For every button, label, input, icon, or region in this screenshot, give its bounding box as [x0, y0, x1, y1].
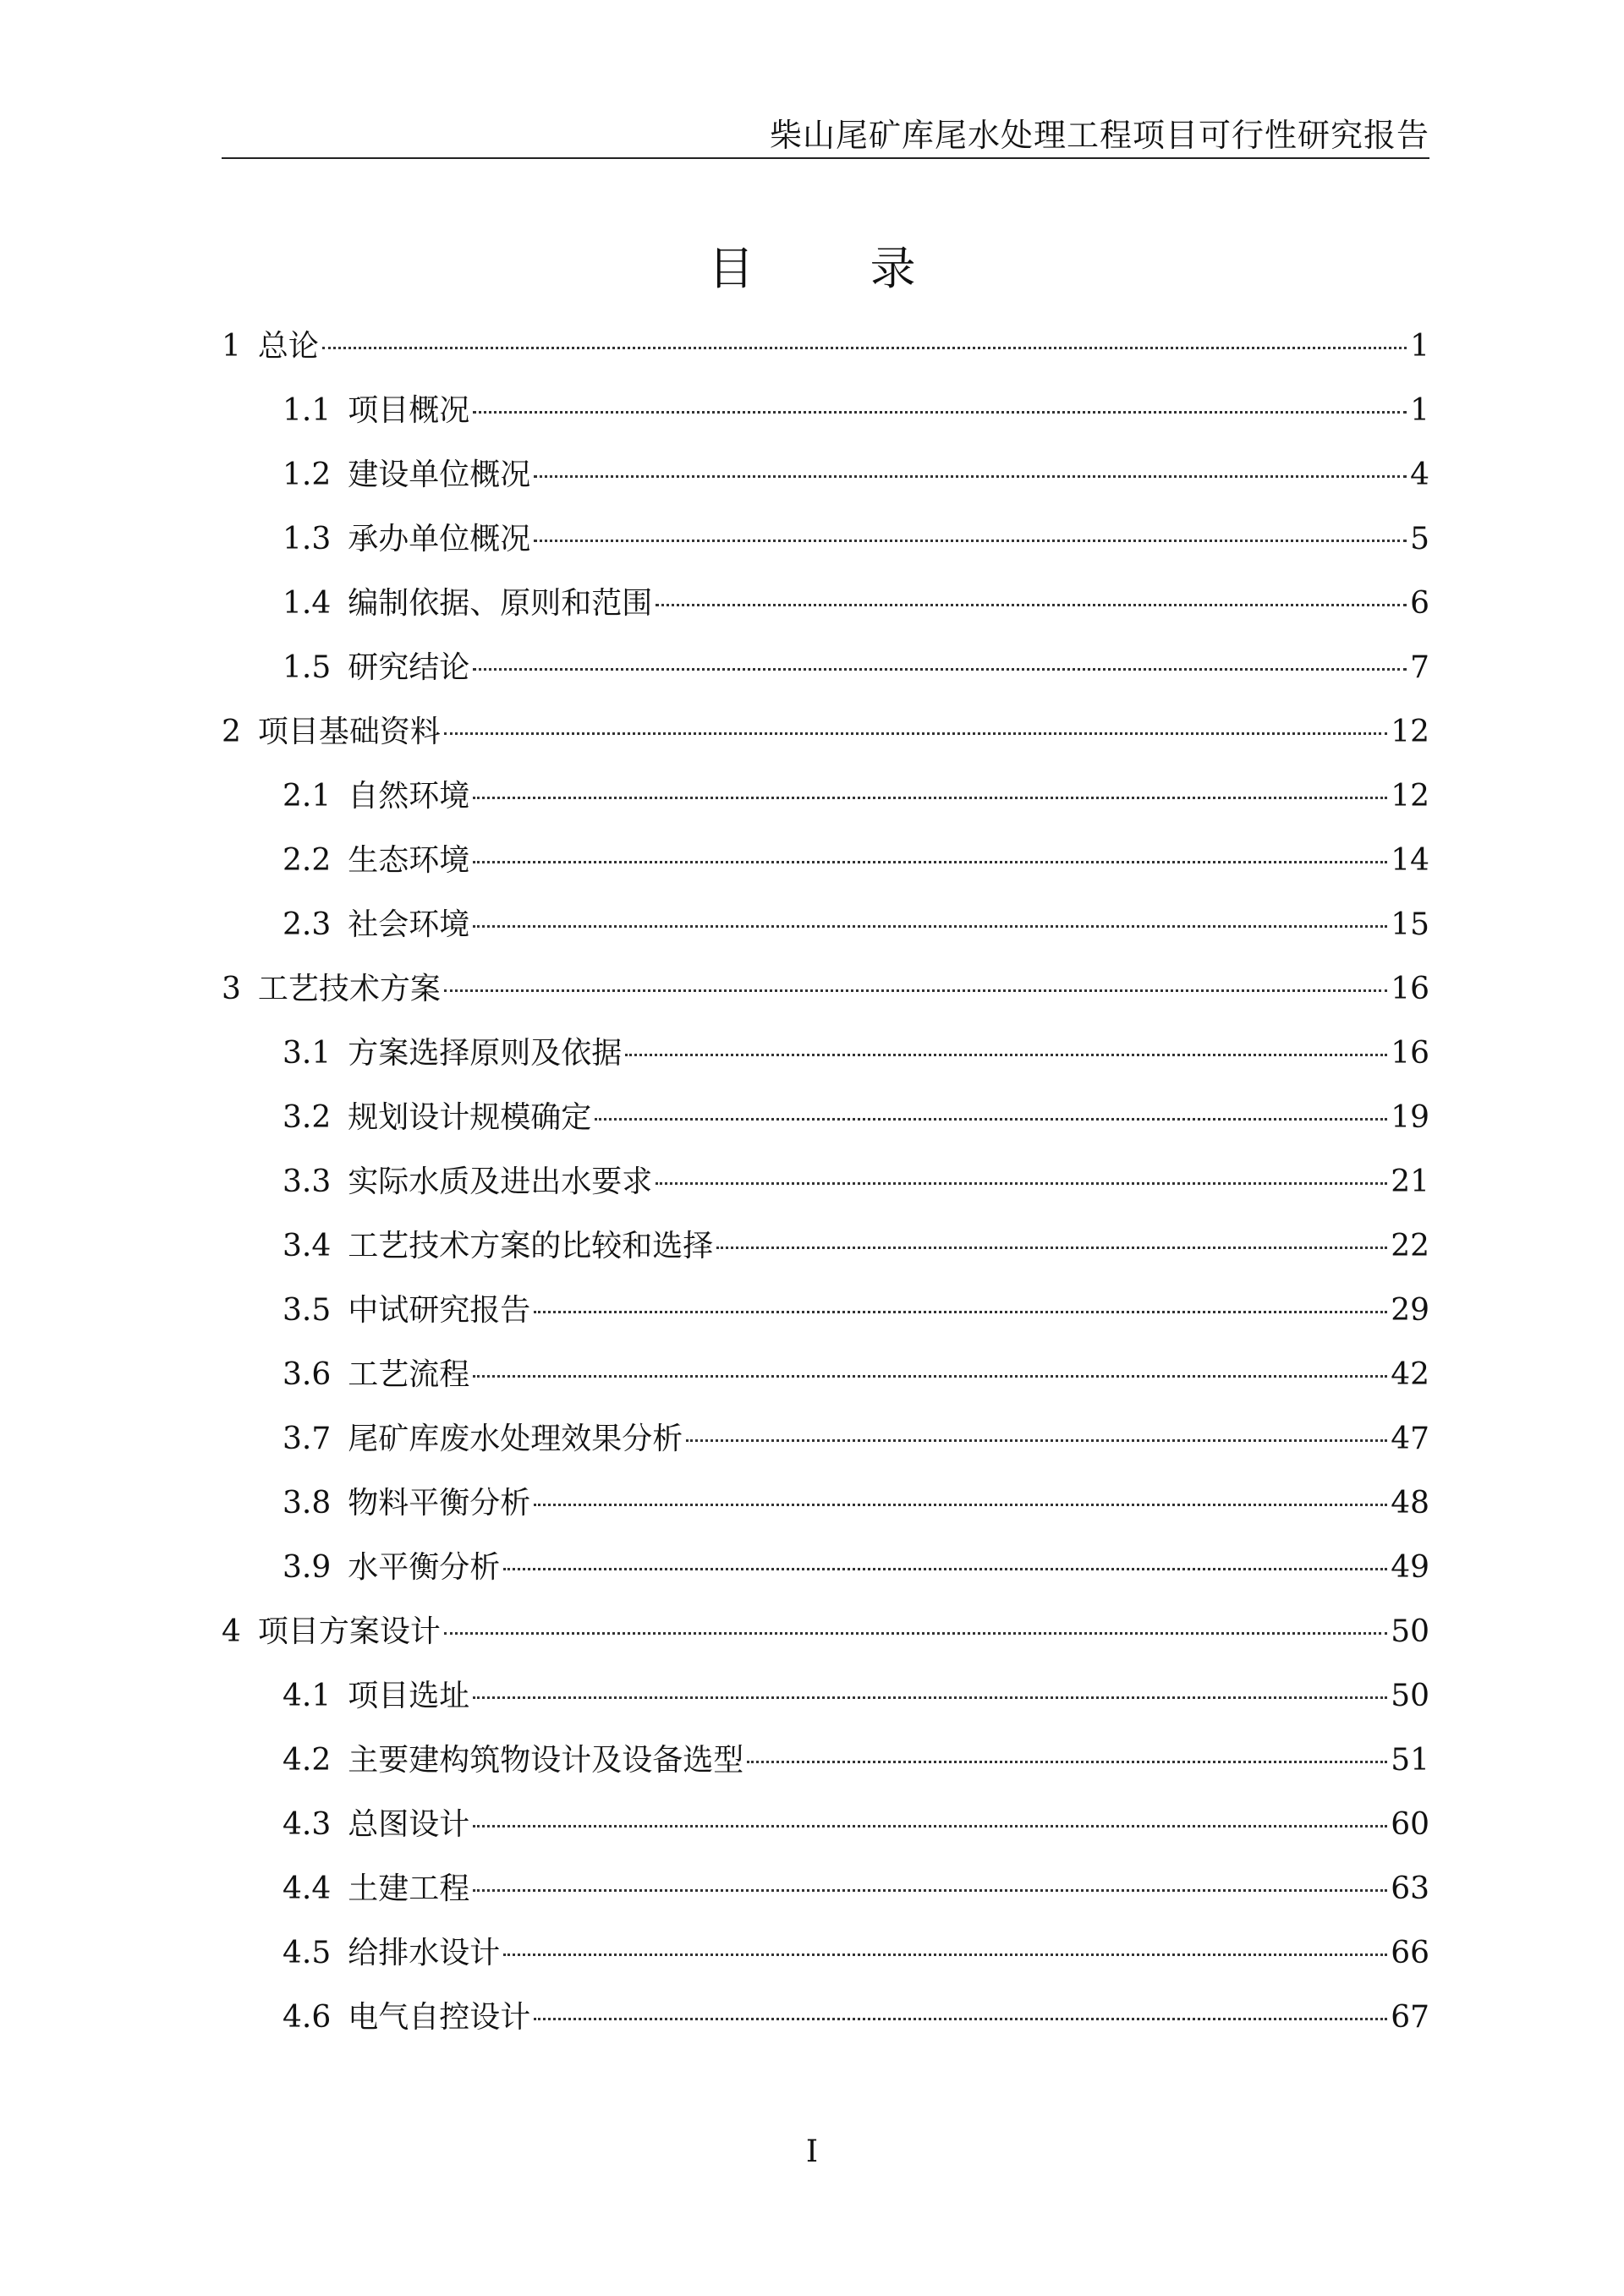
toc-entry-title: 物料平衡分析 — [348, 1486, 531, 1521]
toc-entry-number: 1.3 — [283, 522, 332, 556]
table-of-contents — [222, 321, 1429, 2057]
toc-entry-title: 土建工程 — [348, 1871, 470, 1906]
toc-entry-title: 建设单位概况 — [348, 458, 531, 492]
toc-entry-page: 12 — [1391, 779, 1429, 814]
toc-entry[interactable] — [222, 1093, 1429, 1157]
toc-entry-title: 水平衡分析 — [348, 1550, 501, 1585]
toc-entry-page: 50 — [1391, 1614, 1429, 1649]
toc-entry[interactable] — [222, 1350, 1429, 1414]
toc-leader-dots — [473, 1375, 1387, 1378]
toc-entry[interactable] — [222, 450, 1429, 514]
toc-entry-page: 42 — [1391, 1357, 1429, 1392]
toc-entry-title: 社会环境 — [348, 907, 470, 942]
toc-entry-title: 中试研究报告 — [348, 1293, 531, 1328]
toc-leader-dots — [444, 1632, 1387, 1635]
toc-leader-dots — [534, 1311, 1387, 1313]
toc-entry-number: 3 — [222, 972, 241, 1006]
toc-entry-page: 50 — [1391, 1679, 1429, 1713]
toc-entry-number: 4.6 — [283, 2000, 332, 2035]
toc-entry-page: 6 — [1410, 586, 1429, 621]
toc-entry-page: 4 — [1410, 458, 1429, 492]
toc-leader-dots — [503, 1954, 1387, 1956]
toc-entry-page: 49 — [1391, 1550, 1429, 1585]
toc-entry-page: 67 — [1391, 2000, 1429, 2035]
toc-entry-number: 3.8 — [283, 1486, 332, 1521]
toc-leader-dots — [503, 1568, 1387, 1570]
header-rule — [222, 157, 1429, 159]
toc-leader-dots — [444, 989, 1387, 992]
toc-entry-page: 16 — [1391, 1036, 1429, 1071]
toc-entry-page: 66 — [1391, 1936, 1429, 1970]
toc-leader-dots — [444, 732, 1387, 735]
toc-entry-title: 项目方案设计 — [257, 1614, 441, 1649]
toc-leader-dots — [473, 411, 1407, 414]
toc-entry-title: 方案选择原则及依据 — [348, 1036, 623, 1071]
toc-entry-page: 21 — [1391, 1164, 1429, 1199]
toc-entry-page: 51 — [1391, 1743, 1429, 1778]
toc-entry-page: 15 — [1391, 907, 1429, 942]
toc-entry-page: 5 — [1410, 522, 1429, 556]
toc-entry-number: 2 — [222, 715, 241, 749]
toc-leader-dots — [473, 1825, 1387, 1827]
toc-leader-dots — [473, 797, 1387, 799]
toc-entry-page: 63 — [1391, 1871, 1429, 1906]
page-number: I — [805, 2134, 819, 2169]
toc-entry-number: 3.6 — [283, 1357, 332, 1392]
toc-entry-page: 1 — [1410, 393, 1429, 428]
toc-entry[interactable] — [222, 1607, 1429, 1671]
toc-entry-title: 给排水设计 — [348, 1936, 501, 1970]
toc-entry[interactable] — [222, 386, 1429, 450]
toc-entry-title: 尾矿库废水处理效果分析 — [348, 1422, 683, 1456]
toc-entry-number: 3.9 — [283, 1550, 332, 1585]
toc-entry[interactable] — [222, 836, 1429, 900]
toc-entry-title: 自然环境 — [348, 779, 470, 814]
toc-entry-page: 47 — [1391, 1422, 1429, 1456]
toc-entry-title: 项目基础资料 — [257, 715, 441, 749]
toc-leader-dots — [595, 1118, 1387, 1121]
toc-entry-page: 16 — [1391, 972, 1429, 1006]
toc-entry-number: 3.2 — [283, 1100, 332, 1135]
toc-entry-title: 承办单位概况 — [348, 522, 531, 556]
toc-entry-number: 4.5 — [283, 1936, 332, 1970]
toc-entry[interactable] — [222, 321, 1429, 386]
toc-leader-dots — [747, 1761, 1387, 1763]
toc-entry-title: 总图设计 — [348, 1807, 470, 1842]
toc-leader-dots — [534, 2018, 1387, 2020]
toc-entry-number: 2.1 — [283, 779, 332, 814]
toc-entry-number: 4.4 — [283, 1871, 332, 1906]
toc-entry-number: 4.1 — [283, 1679, 332, 1713]
toc-entry[interactable] — [222, 707, 1429, 771]
toc-entry[interactable] — [222, 1157, 1429, 1221]
toc-entry-number: 4.3 — [283, 1807, 332, 1842]
toc-entry[interactable] — [222, 1735, 1429, 1800]
toc-entry-title: 规划设计规模确定 — [348, 1100, 592, 1135]
toc-title: 目 录 — [708, 242, 967, 295]
running-header: 柴山尾矿库尾水处理工程项目可行性研究报告 — [769, 117, 1429, 154]
toc-entry-number: 1 — [222, 329, 241, 364]
toc-leader-dots — [534, 475, 1407, 478]
toc-entry-number: 3.5 — [283, 1293, 332, 1328]
toc-entry[interactable] — [222, 578, 1429, 643]
toc-entry-number: 2.3 — [283, 907, 332, 942]
toc-entry-number: 1.5 — [283, 650, 332, 685]
toc-entry[interactable] — [222, 900, 1429, 964]
toc-entry-page: 7 — [1410, 650, 1429, 685]
toc-entry[interactable] — [222, 1992, 1429, 2057]
toc-entry-title: 项目概况 — [348, 393, 470, 428]
toc-leader-dots — [656, 1182, 1387, 1185]
toc-entry-page: 12 — [1391, 715, 1429, 749]
toc-entry[interactable] — [222, 1028, 1429, 1093]
toc-entry-page: 1 — [1410, 329, 1429, 364]
toc-entry-title: 电气自控设计 — [348, 2000, 531, 2035]
toc-entry[interactable] — [222, 514, 1429, 578]
toc-leader-dots — [534, 1504, 1387, 1506]
toc-entry[interactable] — [222, 1671, 1429, 1735]
toc-entry-title: 生态环境 — [348, 843, 470, 878]
toc-entry-number: 1.2 — [283, 458, 332, 492]
toc-entry-number: 1.1 — [283, 393, 332, 428]
toc-entry-title: 主要建构筑物设计及设备选型 — [348, 1743, 744, 1778]
toc-leader-dots — [473, 925, 1387, 928]
toc-entry-number: 4 — [222, 1614, 241, 1649]
toc-leader-dots — [716, 1247, 1387, 1249]
toc-entry-title: 工艺技术方案的比较和选择 — [348, 1229, 714, 1263]
toc-entry-number: 4.2 — [283, 1743, 332, 1778]
toc-entry[interactable] — [222, 1221, 1429, 1285]
toc-leader-dots — [473, 1696, 1387, 1699]
toc-entry-page: 22 — [1391, 1229, 1429, 1263]
toc-leader-dots — [473, 1889, 1387, 1892]
toc-entry-number: 3.1 — [283, 1036, 332, 1071]
toc-leader-dots — [322, 347, 1407, 349]
toc-entry[interactable] — [222, 1478, 1429, 1543]
toc-leader-dots — [473, 861, 1387, 863]
toc-entry-page: 19 — [1391, 1100, 1429, 1135]
toc-entry-title: 总论 — [257, 329, 319, 364]
toc-entry[interactable] — [222, 1285, 1429, 1350]
toc-entry[interactable] — [222, 1414, 1429, 1478]
toc-entry[interactable] — [222, 1543, 1429, 1607]
toc-entry-number: 1.4 — [283, 586, 332, 621]
toc-leader-dots — [656, 604, 1407, 606]
toc-leader-dots — [686, 1439, 1387, 1442]
toc-entry[interactable] — [222, 771, 1429, 836]
toc-entry-title: 项目选址 — [348, 1679, 470, 1713]
toc-entry[interactable] — [222, 1864, 1429, 1928]
toc-entry[interactable] — [222, 1800, 1429, 1864]
toc-leader-dots — [534, 540, 1407, 542]
toc-entry-title: 工艺流程 — [348, 1357, 470, 1392]
toc-entry-number: 3.4 — [283, 1229, 332, 1263]
toc-entry-title: 工艺技术方案 — [257, 972, 441, 1006]
toc-entry-page: 48 — [1391, 1486, 1429, 1521]
toc-entry-title: 研究结论 — [348, 650, 470, 685]
toc-entry-number: 2.2 — [283, 843, 332, 878]
toc-entry-page: 29 — [1391, 1293, 1429, 1328]
toc-entry-page: 60 — [1391, 1807, 1429, 1842]
toc-leader-dots — [473, 668, 1407, 671]
toc-entry-number: 3.7 — [283, 1422, 332, 1456]
toc-entry[interactable] — [222, 1928, 1429, 1992]
toc-entry-title: 编制依据、原则和范围 — [348, 586, 653, 621]
toc-leader-dots — [625, 1054, 1387, 1056]
toc-entry-page: 14 — [1391, 843, 1429, 878]
toc-entry-number: 3.3 — [283, 1164, 332, 1199]
toc-entry-title: 实际水质及进出水要求 — [348, 1164, 653, 1199]
toc-entry[interactable] — [222, 643, 1429, 707]
toc-entry[interactable] — [222, 964, 1429, 1028]
